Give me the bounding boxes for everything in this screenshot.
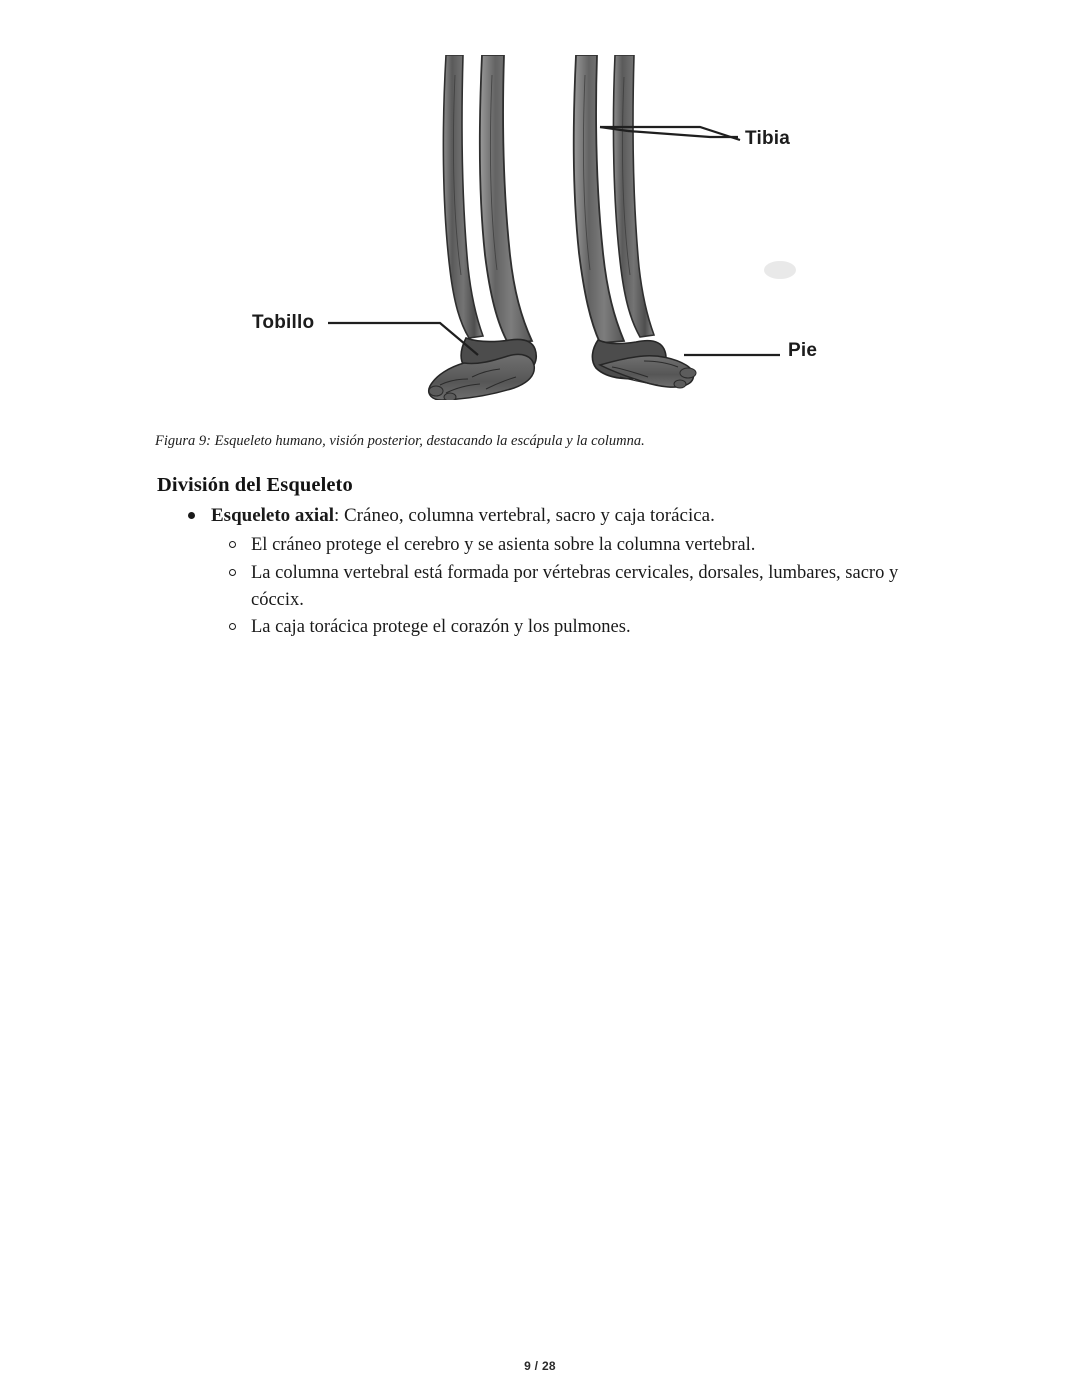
axial-skeleton-sublist xyxy=(211,532,955,641)
figure-label-pie: Pie xyxy=(788,340,818,361)
figure-label-tibia: Tibia xyxy=(745,128,790,149)
sublist-item-text: La columna vertebral está formada por vértebras cervicales, dorsales, lumbares, sacro y cóccix. xyxy=(251,562,899,610)
page-title: División del Esqueleto xyxy=(157,474,353,496)
sublist-item-text: El cráneo protege el cerebro y se asienta sobre la columna vertebral. xyxy=(251,534,756,555)
bullet-circle-icon xyxy=(229,541,236,548)
bullet-circle-icon xyxy=(229,623,236,630)
list-item-label: Esqueleto axial xyxy=(211,505,334,526)
list-item xyxy=(155,503,955,641)
skeleton-division-list xyxy=(155,503,955,641)
skeleton-leg-illustration xyxy=(240,55,840,400)
sublist-item-text: La caja torácica protege el corazón y los pulmones. xyxy=(251,617,631,638)
section-content xyxy=(155,474,955,643)
list-item xyxy=(211,532,955,559)
list-item-text: : Cráneo, columna vertebral, sacro y caja torácica. xyxy=(333,505,715,526)
left-leg-bones xyxy=(429,55,536,400)
figure-caption: Figura 9: Esqueleto humano, visión posterior, destacando la escápula y la columna. xyxy=(155,433,645,449)
page-number-footer: 9 / 28 xyxy=(524,1359,556,1373)
right-leg-bones xyxy=(574,55,696,388)
bullet-disc-icon xyxy=(188,512,195,519)
figure-block xyxy=(0,0,1080,400)
list-item xyxy=(211,614,955,641)
bullet-circle-icon xyxy=(229,569,236,576)
list-item xyxy=(211,560,955,614)
figure-label-tobillo: Tobillo xyxy=(252,312,315,333)
